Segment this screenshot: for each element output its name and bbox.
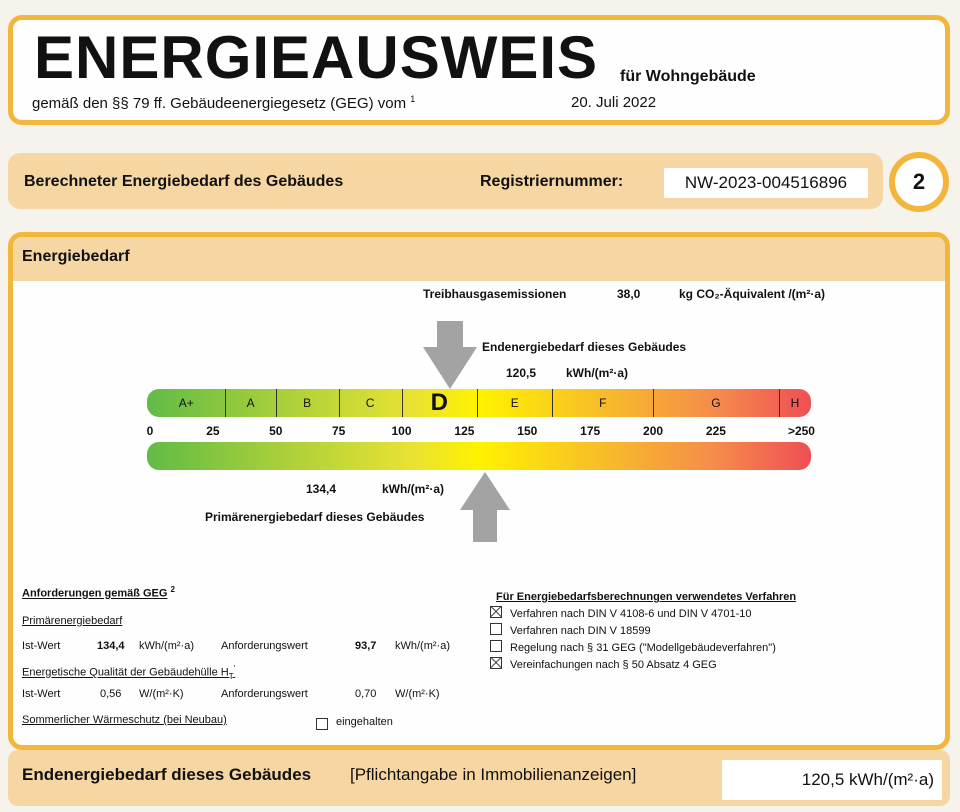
scale-tick-label: 225 <box>705 424 726 438</box>
envelope-ist-value: 0,56 <box>100 688 122 700</box>
envelope-req-label: Anforderungswert <box>221 688 308 700</box>
energy-class-g: G <box>711 396 721 410</box>
primary-energy-arrow-icon <box>460 472 510 542</box>
primary-ist-unit: kWh/(m²·a) <box>139 640 194 652</box>
summer-protection-label: Sommerlicher Wärmeschutz (bei Neubau) <box>22 714 227 726</box>
footer-note: [Pflichtangabe in Immobilienanzeigen] <box>350 765 637 784</box>
envelope-heading <box>22 664 235 681</box>
footer-value: 120,5 kWh/(m²·a) <box>722 760 942 800</box>
requirements-heading <box>22 585 175 600</box>
scale-tick-label: 25 <box>206 424 220 438</box>
scale-tick-label: >250 <box>787 424 815 438</box>
method-item <box>490 606 752 620</box>
primary-req-unit: kWh/(m²·a) <box>395 640 450 652</box>
footer-label: Endenergiebedarf dieses Gebäudes <box>22 765 312 784</box>
energy-class-h: H <box>790 396 800 410</box>
primary-energy-unit: kWh/(m²·a) <box>382 482 444 496</box>
scale-tick-label: 150 <box>517 424 538 438</box>
summer-option-label: eingehalten <box>336 716 393 728</box>
primary-ist-label: Ist-Wert <box>22 640 61 652</box>
scale-tick-label: 125 <box>454 424 475 438</box>
issue-date: 20. Juli 2022 <box>571 94 657 111</box>
class-separator <box>402 389 403 417</box>
method-item <box>490 640 776 654</box>
primary-req-value: 93,7 <box>355 640 377 652</box>
primary-req-label: Anforderungswert <box>221 640 308 652</box>
energy-class-c: C <box>365 396 375 410</box>
method-checkbox[interactable] <box>490 606 502 618</box>
class-separator <box>552 389 553 417</box>
energy-demand-header <box>13 237 945 281</box>
document-subtitle: für Wohngebäude <box>620 68 756 85</box>
envelope-heading-text: Energetische Qualität der Gebäudehülle H <box>22 666 229 679</box>
energy-class-d: D <box>430 389 448 416</box>
energy-class-a: A <box>246 396 255 410</box>
scale-tick-label: 75 <box>331 424 346 438</box>
requirements-heading-text: Anforderungen gemäß GEG <box>22 587 168 600</box>
primary-energy-value: 134,4 <box>306 482 337 496</box>
class-separator <box>477 389 478 417</box>
methods-heading: Für Energiebedarfsberechnungen verwendetes Verfahren <box>496 591 797 603</box>
registration-number: NW-2023-004516896 <box>664 168 868 198</box>
class-separator <box>779 389 780 417</box>
summer-checkbox[interactable] <box>316 716 328 734</box>
method-label: Regelung nach § 31 GEG ("Modellgebäudeverfahren") <box>510 642 776 654</box>
energy-class-f: F <box>599 396 607 410</box>
energy-demand-heading: Energiebedarf <box>22 248 130 265</box>
legal-basis <box>32 94 415 112</box>
method-checkbox[interactable] <box>490 640 502 652</box>
envelope-ist-unit: W/(m²·K) <box>139 688 184 700</box>
ghg-value: 38,0 <box>617 287 641 301</box>
method-item <box>490 623 651 637</box>
method-checkbox[interactable] <box>490 657 502 669</box>
envelope-sub: T <box>228 671 234 681</box>
primary-requirement-heading: Primärenergiebedarf <box>22 615 123 627</box>
footnote-ref: 1 <box>410 94 416 104</box>
energy-class-aplus: A+ <box>178 396 194 410</box>
scale-tick-label: 0 <box>146 424 154 438</box>
primary-energy-label: Primärenergiebedarf dieses Gebäudes <box>205 510 425 524</box>
scale-tick-label: 100 <box>391 424 412 438</box>
ghg-unit: kg CO₂-Äquivalent /(m²·a) <box>679 287 826 301</box>
envelope-req-value: 0,70 <box>355 688 377 700</box>
energy-class-e: E <box>510 396 519 410</box>
page-number-badge: 2 <box>889 152 949 212</box>
ghg-label: Treibhausgasemissionen <box>423 287 567 301</box>
scale-tick-label: 200 <box>643 424 664 438</box>
scale-tick-label: 175 <box>580 424 601 438</box>
end-energy-label: Endenergiebedarf dieses Gebäudes <box>482 340 687 354</box>
end-energy-value: 120,5 <box>506 366 537 380</box>
method-label: Verfahren nach DIN V 18599 <box>510 625 651 637</box>
document-title: ENERGIEAUSWEIS <box>34 24 599 91</box>
method-label: Vereinfachungen nach § 50 Absatz 4 GEG <box>510 659 717 671</box>
class-separator <box>339 389 340 417</box>
primary-energy-scale <box>147 442 811 470</box>
end-energy-unit: kWh/(m²·a) <box>566 366 628 380</box>
envelope-ist-label: Ist-Wert <box>22 688 61 700</box>
requirements-footnote: 2 <box>170 585 175 594</box>
class-separator <box>276 389 277 417</box>
method-label: Verfahren nach DIN V 4108-6 und DIN V 4701-10 <box>510 608 752 620</box>
envelope-req-unit: W/(m²·K) <box>395 688 440 700</box>
registration-label: Registriernummer: <box>480 173 624 190</box>
section-label: Berechneter Energiebedarf des Gebäudes <box>24 173 344 190</box>
summer-checkbox-box[interactable] <box>316 718 328 730</box>
class-separator <box>653 389 654 417</box>
scale-tick-label: 50 <box>269 424 283 438</box>
primary-ist-value: 134,4 <box>97 640 125 652</box>
method-item <box>490 657 717 671</box>
end-energy-arrow-icon <box>423 321 477 389</box>
energy-class-b: B <box>303 396 312 410</box>
class-separator <box>225 389 226 417</box>
envelope-sup: ' <box>233 664 236 673</box>
legal-basis-text: gemäß den §§ 79 ff. Gebäudeenergiegesetz (GEG) vom <box>32 95 407 112</box>
method-checkbox[interactable] <box>490 623 502 635</box>
